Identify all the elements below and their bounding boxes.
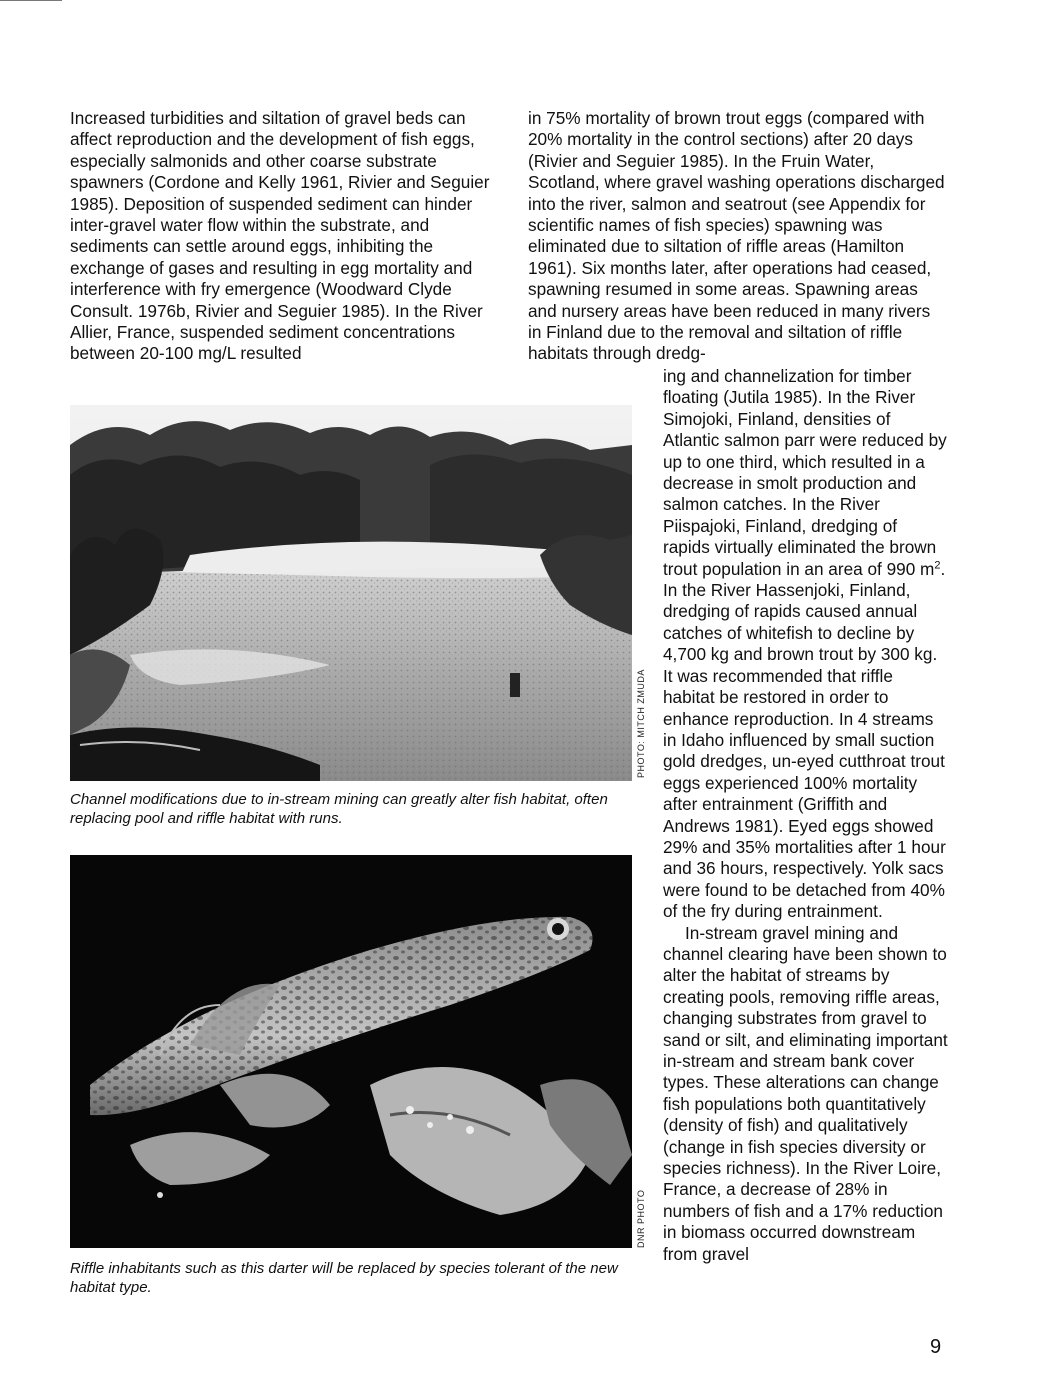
right-paragraph-continued [663, 366, 948, 923]
right-paragraph-top: in 75% mortality of brown trout eggs (compared with 20% mortality in the control sections) after 20 days (Rivier and Seguier 1985). In the Fruin Water, Scotland, where gravel washing operations discharged into the river, salmon and seatrout (see Appendix for scientific names of fish species) spawning was eliminated due to siltation of riffle areas (Hamilton 1961). Six months later, after operations had ceased, spawning resumed in some areas. Spawning areas and nursery areas have been reduced in many rivers in Finland due to the removal and siltation of riffle habitats through dredg- [528, 108, 945, 364]
page-number: 9 [930, 1336, 942, 1358]
right-column-top-text [528, 108, 948, 365]
corner-rule [0, 0, 62, 1]
left-column-text [70, 108, 490, 365]
river-photo [70, 405, 632, 781]
left-paragraph: Increased turbidities and siltation of gravel beds can affect reproduction and the development of fish eggs, especially salmonids and other coarse substrate spawners (Cordone and Kelly 1961, Rivier and Seguier 1985). Deposition of suspended sediment can hinder inter-gravel water flow within the substrate, and sediments can settle around eggs, inhibiting the exchange of gases and resulting in egg mortality and interference with fry emergence (Woodward Clyde Consult. 1976b, Rivier and Seguier 1985). In the River Allier, France, suspended sediment concentrations between 20-100 mg/L resulted [70, 108, 490, 364]
fish-photo-caption: Riffle inhabitants such as this darter will be replaced by species tolerant of the new habitat type. [70, 1260, 618, 1296]
fish-photo-credit: DNR PHOTO [636, 1189, 646, 1248]
continued-text-a: ing and channelization for timber floating (Jutila 1985). In the River Simojoki, Finland, densities of Atlantic salmon parr were reduced by up to one third, which resulted in a decrease in smolt production and salmon catches. In the River Piispajoki, Finland, dredging of rapids virtually eliminated the brown trout population in an area of 990 m [663, 366, 947, 579]
right-paragraph-2: In-stream gravel mining and channel clearing have been shown to alter the habitat of streams by creating pools, removing riffle areas, changing substrates from gravel to sand or silt, and eliminating important in-stream and stream bank cover types. These alterations can change fish populations both quantitatively (density of fish) and qualitatively (change in fish species diversity or species richness). In the River Loire, France, a decrease of 28% in numbers of fish and a 17% reduction in biomass occurred downstream from gravel [663, 922, 948, 1264]
right-column-narrow-text [663, 366, 948, 1265]
continued-text-b: . In the River Hassenjoki, Finland, dredging of rapids caused annual catches of whitefish to decline by 4,700 kg and brown trout by 300 kg. It was recommended that riffle habitat be restored in order to enhance reproduction. In 4 streams in Idaho influenced by small suction gold dredges, un-eyed cutthroat trout eggs experienced 100% mortality after entrainment (Griffith and Andrews 1981). Eyed eggs showed 29% and 35% mortalities after 1 hour and 36 hours, respectively. Yolk sacs were found to be detached from 40% of the fry during entrainment. [663, 558, 946, 922]
river-photo-credit: PHOTO: MITCH ZMUDA [636, 669, 646, 778]
river-photo-caption: Channel modifications due to in-stream mining can greatly alter fish habitat, often replacing pool and riffle habitat with runs. [70, 791, 608, 827]
superscript-2: 2 [934, 558, 941, 571]
fish-photo [70, 855, 632, 1248]
